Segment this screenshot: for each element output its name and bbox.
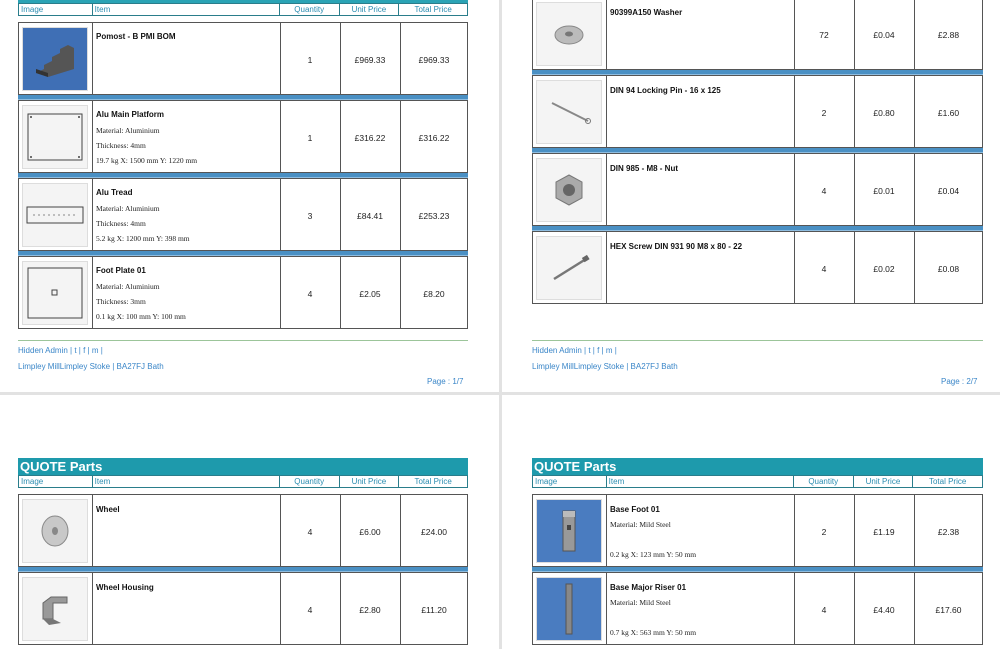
item-unit-price: £0.01	[873, 186, 895, 196]
item-material: Material: Aluminium	[96, 126, 160, 135]
footer-address: Limpley MillLimpley Stoke | BA27FJ Bath	[532, 362, 678, 371]
item-dimensions: 0.2 kg X: 123 mm Y: 50 mm	[610, 550, 697, 559]
item-quantity: 2	[821, 527, 827, 537]
col-unit-price-header: Unit Price	[340, 4, 400, 15]
page-number: Page : 1/7	[427, 377, 464, 386]
table-row	[532, 148, 983, 226]
item-material: Material: Aluminium	[96, 204, 160, 213]
plate-icon	[22, 105, 88, 169]
item-name: Wheel	[96, 505, 120, 514]
item-unit-price: £84.41	[357, 211, 383, 221]
item-quantity: 4	[821, 186, 827, 196]
col-image-header: Image	[19, 4, 93, 15]
item-unit-price: £6.00	[359, 527, 381, 537]
item-dimensions: 0.1 kg X: 100 mm Y: 100 mm	[96, 312, 186, 321]
footer-links[interactable]: Hidden Admin | t | f | m |	[18, 346, 103, 355]
item-name: DIN 94 Locking Pin - 16 x 125	[610, 86, 721, 95]
table-row	[18, 489, 468, 567]
item-total-price: £1.60	[937, 108, 960, 118]
item-total-price: £8.20	[423, 289, 445, 299]
item-quantity: 4	[307, 527, 313, 537]
item-quantity: 1	[307, 55, 313, 65]
table-header	[18, 3, 468, 16]
quote-page-3	[0, 395, 499, 649]
item-quantity: 1	[307, 133, 313, 143]
col-unit-price-header: Unit Price	[854, 476, 914, 487]
item-quantity: 4	[307, 605, 313, 615]
item-quantity: 4	[821, 264, 827, 274]
table-row	[532, 0, 983, 70]
item-unit-price: £2.05	[359, 289, 381, 299]
item-total-price: £0.08	[937, 264, 960, 274]
item-name: Alu Main Platform	[96, 110, 165, 119]
table-row	[532, 226, 983, 304]
item-name: Alu Tread	[96, 188, 133, 197]
table-header	[532, 475, 983, 488]
item-unit-price: £969.33	[354, 55, 386, 65]
item-thickness: Thickness: 4mm	[96, 219, 146, 228]
item-unit-price: £0.02	[873, 264, 895, 274]
riser-icon	[536, 577, 602, 641]
item-dimensions: 0.7 kg X: 563 mm Y: 50 mm	[610, 628, 697, 637]
col-item-header: Item	[93, 4, 280, 15]
washer-icon	[536, 2, 602, 66]
item-quantity: 72	[819, 30, 829, 40]
item-total-price: £253.23	[418, 211, 450, 221]
col-total-price-header: Total Price	[928, 477, 967, 486]
table-row	[18, 17, 468, 95]
nut-icon	[536, 158, 602, 222]
footer-divider	[532, 340, 983, 341]
foot-plate-icon	[22, 261, 88, 325]
item-unit-price: £316.22	[354, 133, 386, 143]
col-quantity-header: Quantity	[280, 476, 340, 487]
item-name: HEX Screw DIN 931 90 M8 x 80 - 22	[610, 242, 743, 251]
col-total-price-header: Total Price	[414, 477, 452, 486]
table-row	[532, 70, 983, 148]
footer-address: Limpley MillLimpley Stoke | BA27FJ Bath	[18, 362, 164, 371]
table-row	[532, 489, 983, 567]
wheel-icon	[22, 499, 88, 563]
item-material: Material: Aluminium	[96, 282, 160, 291]
item-unit-price: £4.40	[873, 605, 895, 615]
item-thickness: Thickness: 3mm	[96, 297, 146, 306]
item-total-price: £24.00	[421, 527, 447, 537]
quote-page-1	[0, 0, 499, 392]
item-dimensions: 5.2 kg X: 1200 mm Y: 398 mm	[96, 234, 190, 243]
col-total-price-header: Total Price	[414, 5, 452, 14]
item-total-price: £0.04	[937, 186, 960, 196]
footer-divider	[18, 340, 468, 341]
item-name: Base Foot 01	[610, 505, 660, 514]
item-unit-price: £1.19	[873, 527, 895, 537]
item-material: Material: Mild Steel	[610, 598, 671, 607]
pin-icon	[536, 80, 602, 144]
col-item-header: Item	[607, 476, 794, 487]
item-quantity: 2	[821, 108, 827, 118]
item-name: Wheel Housing	[96, 583, 154, 592]
table-row	[18, 173, 468, 251]
section-title: QUOTE Parts	[532, 458, 983, 475]
item-total-price: £969.33	[418, 55, 450, 65]
table-row	[18, 251, 468, 329]
col-image-header: Image	[533, 476, 607, 487]
tread-icon	[22, 183, 88, 247]
item-total-price: £17.60	[935, 605, 962, 615]
item-name: Foot Plate 01	[96, 266, 146, 275]
item-name: 90399A150 Washer	[610, 8, 683, 17]
col-image-header: Image	[19, 476, 93, 487]
item-name: Pomost - B PMI BOM	[96, 32, 176, 41]
screw-icon	[536, 236, 602, 300]
item-quantity: 4	[307, 289, 313, 299]
base-foot-icon	[536, 499, 602, 563]
item-unit-price: £0.80	[873, 108, 895, 118]
item-total-price: £2.88	[937, 30, 960, 40]
quote-page-2	[502, 0, 1000, 392]
item-quantity: 3	[307, 211, 313, 221]
item-total-price: £11.20	[421, 605, 447, 615]
item-unit-price: £0.04	[873, 30, 895, 40]
page-number: Page : 2/7	[941, 377, 978, 386]
item-total-price: £2.38	[937, 527, 960, 537]
item-dimensions: 19.7 kg X: 1500 mm Y: 1220 mm	[96, 156, 198, 165]
col-quantity-header: Quantity	[794, 476, 854, 487]
item-quantity: 4	[821, 605, 827, 615]
table-header	[18, 475, 468, 488]
table-row	[18, 567, 468, 645]
section-title: QUOTE Parts	[18, 458, 468, 475]
item-total-price: £316.22	[418, 133, 450, 143]
item-unit-price: £2.80	[359, 605, 381, 615]
stairs-icon	[22, 27, 88, 91]
item-thickness: Thickness: 4mm	[96, 141, 146, 150]
table-row	[18, 95, 468, 173]
item-name: DIN 985 - M8 - Nut	[610, 164, 679, 173]
wheel-housing-icon	[22, 577, 88, 641]
quote-page-4	[502, 395, 1000, 649]
table-row	[532, 567, 983, 645]
col-unit-price-header: Unit Price	[340, 476, 400, 487]
item-material: Material: Mild Steel	[610, 520, 671, 529]
col-item-header: Item	[93, 476, 280, 487]
footer-links[interactable]: Hidden Admin | t | f | m |	[532, 346, 617, 355]
item-name: Base Major Riser 01	[610, 583, 687, 592]
col-quantity-header: Quantity	[280, 4, 340, 15]
